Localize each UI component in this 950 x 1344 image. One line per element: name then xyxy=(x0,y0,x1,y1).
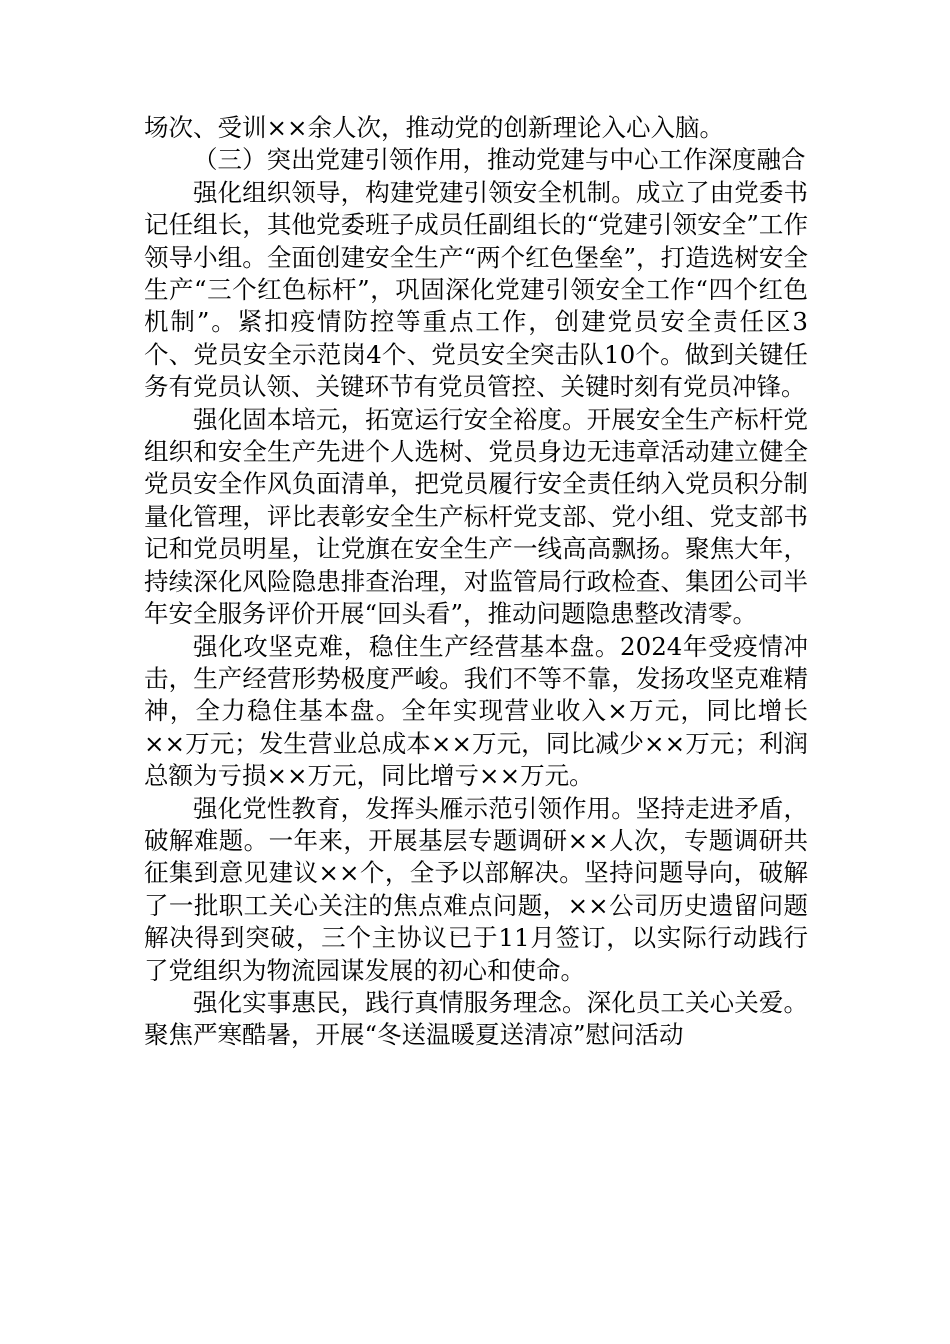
document-body xyxy=(144,112,808,1052)
paragraph-continuation: 场次、受训××余人次，推动党的创新理论入心入脑。 xyxy=(144,113,725,142)
paragraph-party-education: 强化党性教育，发挥头雁示范引领作用。坚持走进矛盾，破解难题。一年来，开展基层专题调研××人次，专题调研共征集到意见建议××个，全予以部解决。坚持问题导向，破解了一批职工关心关注的焦点难点问题，××公司历史遗留问题解决得到突破，三个主协议已于11月签订，以实际行动践行了党组织为物流园谋发展的初心和使命。 xyxy=(144,793,808,985)
paragraph-consolidate-foundation: 强化固本培元，拓宽运行安全裕度。开展安全生产标杆党组织和安全生产先进个人选树、党员身边无违章活动建立健全党员安全作风负面清单，把党员履行安全责任纳入党员积分制量化管理，评比表彰安全生产标杆党支部、党小组、党支部书记和党员明星，让党旗在安全生产一线高高飘扬。聚焦大年，持续深化风险隐患排查治理，对监管局行政检查、集团公司半年安全服务评价开展“回头看”，推动问题隐患整改清零。 xyxy=(144,404,808,629)
paragraph-practical-benefits: 强化实事惠民，践行真情服务理念。深化员工关心关爱。聚焦严寒酷暑，开展“冬送温暖夏送清凉”慰问活动 xyxy=(144,987,808,1050)
section-heading: （三）突出党建引领作用，推动党建与中心工作深度融合 xyxy=(193,145,806,175)
paragraph-tackle-difficulties: 强化攻坚克难，稳住生产经营基本盘。2024年受疫情冲击，生产经营形势极度严峻。我们不等不靠，发扬攻坚克难精神，全力稳住基本盘。全年实现营业收入×万元，同比增长××万元；发生营业总成本××万元，同比减少××万元；利润总额为亏损××万元，同比增亏××万元。 xyxy=(144,631,808,791)
paragraph-organization-leadership: 强化组织领导，构建党建引领安全机制。成立了由党委书记任组长，其他党委班子成员任副组长的“党建引领安全”工作领导小组。全面创建安全生产“两个红色堡垒”，打造选树安全生产“三个红色标杆”，巩固深化党建引领安全工作“四个红色机制”。紧扣疫情防控等重点工作，创建党员安全责任区3个、党员安全示范岗4个、党员安全突击队10个。做到关键任务有党员认领、关键环节有党员管控、关键时刻有党员冲锋。 xyxy=(144,177,808,402)
